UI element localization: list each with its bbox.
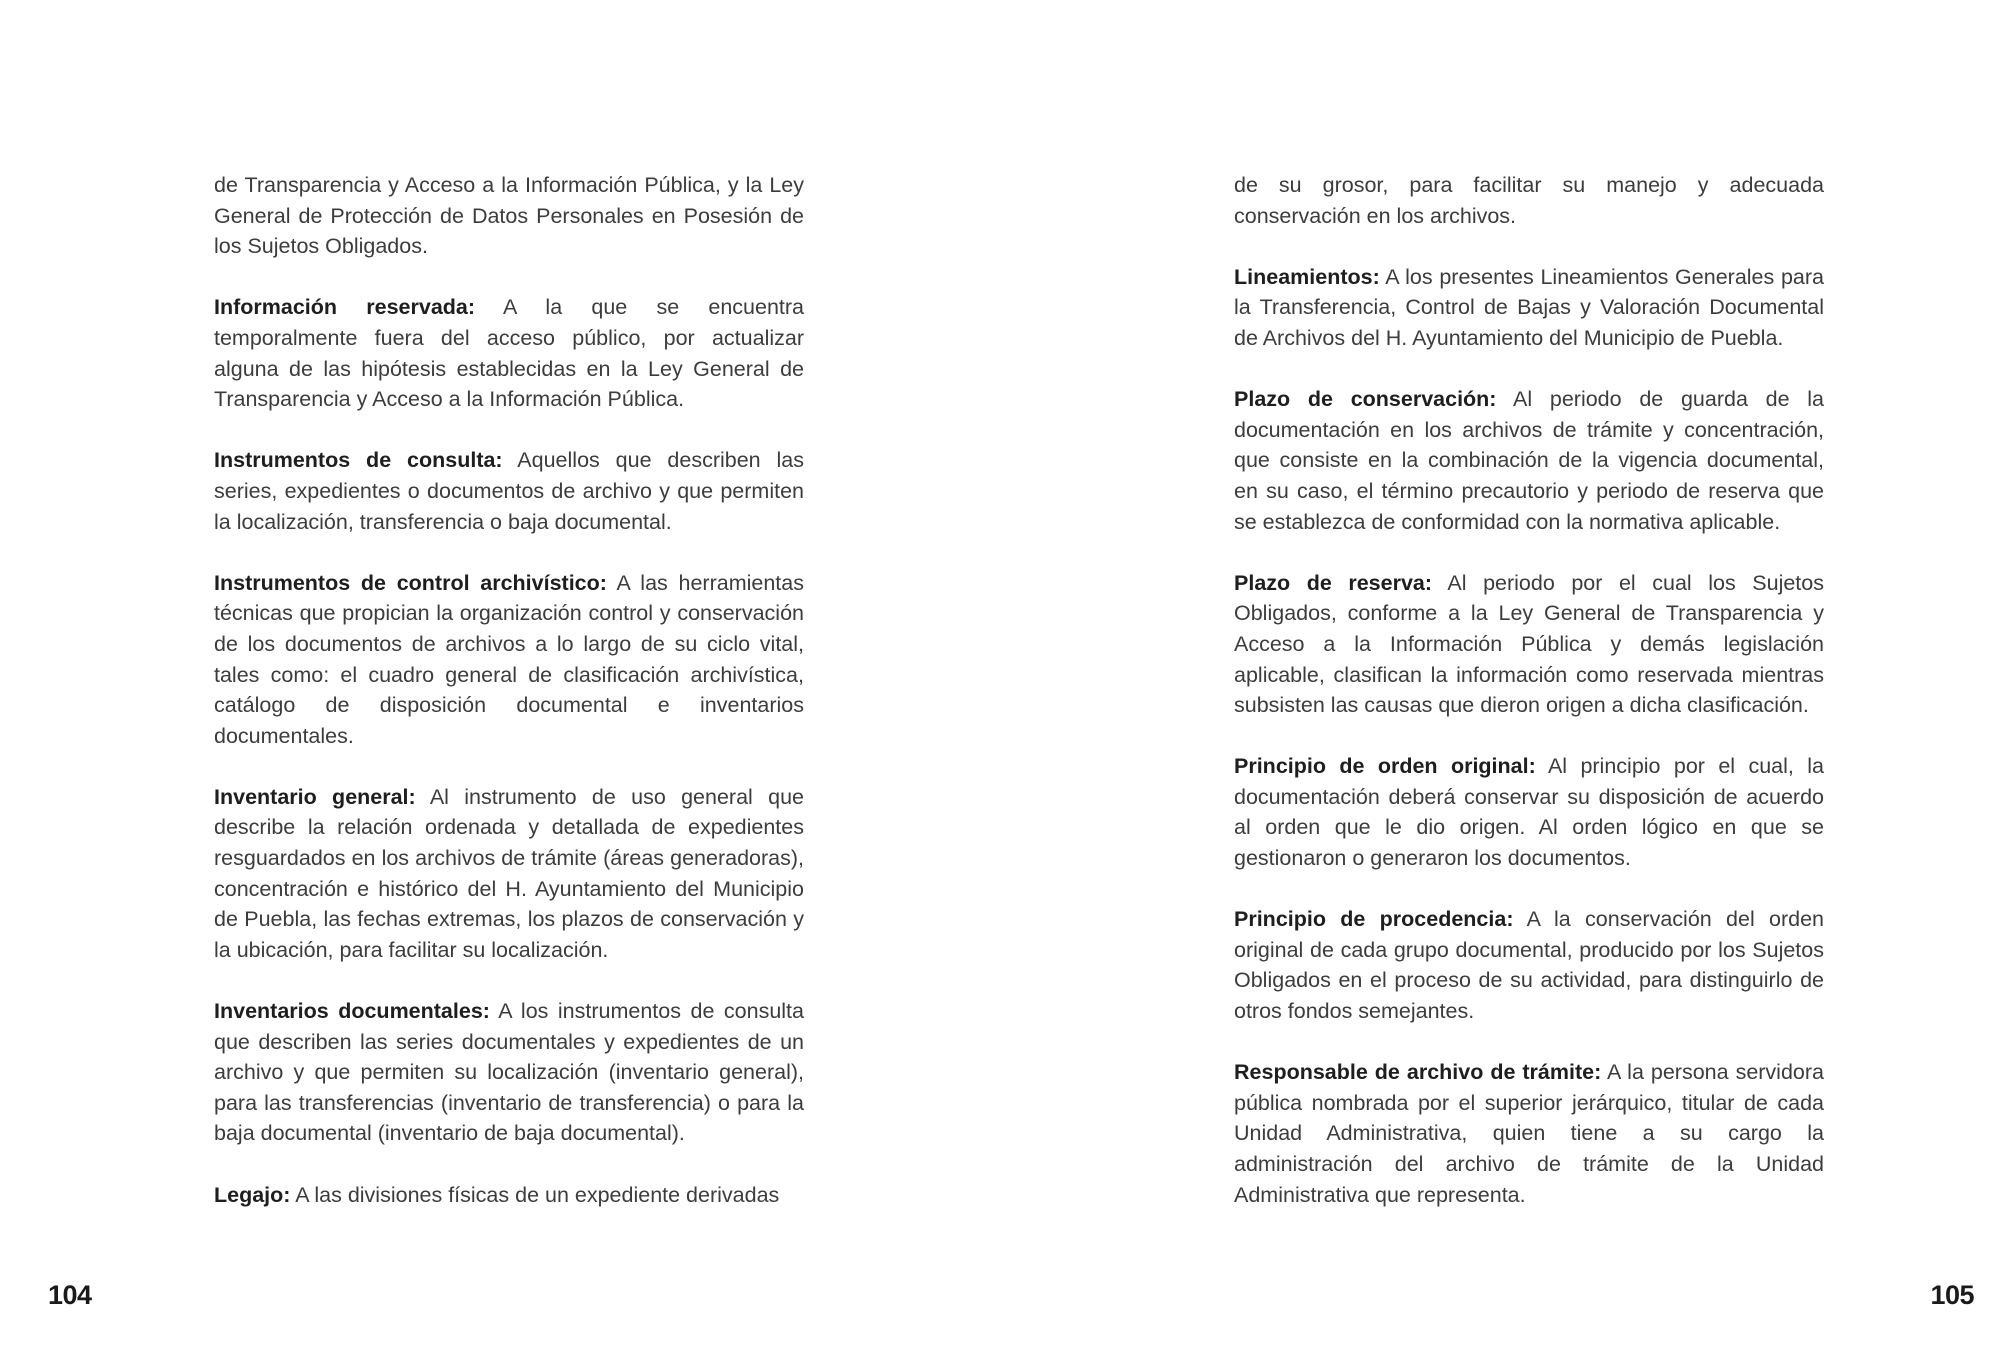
definition: A los instrumentos de consulta que describen las series documentales y expedientes de un archivo y que permiten su localización (inventario general), para las transferencias (inventario de transferencia) o para la baja documental (inventario de baja documental). bbox=[214, 999, 804, 1146]
page-number: 104 bbox=[48, 1280, 92, 1310]
term: Plazo de conservación: bbox=[1234, 387, 1497, 412]
term: Principio de orden original: bbox=[1234, 754, 1536, 779]
left-text-column bbox=[214, 170, 804, 1241]
term: Información reservada: bbox=[214, 295, 476, 320]
term: Principio de procedencia: bbox=[1234, 907, 1514, 932]
definition-plazo-de-conservacion bbox=[1234, 384, 1824, 537]
definition-instrumentos-de-consulta bbox=[214, 445, 804, 537]
paragraph-continuation bbox=[1234, 170, 1824, 231]
definition-instrumentos-de-control bbox=[214, 568, 804, 752]
definition-responsable-de-archivo bbox=[1234, 1057, 1824, 1210]
definition: Al periodo por el cual los Sujetos Obligados, conforme a la Ley General de Transparencia y Acceso a la Información Pública y demás legislación aplicable, clasifican la información como reservada mientras subsisten las causas que dieron origen a dicha clasificación. bbox=[1234, 570, 1824, 718]
definition: A la persona servidora pública nombrada por el superior jerárquico, titular de cada Unidad Administrativa, quien tiene a su cargo la administración del archivo de trámite de la Unidad Administrativa que representa. bbox=[1234, 1060, 1824, 1207]
term: Inventarios documentales: bbox=[214, 999, 490, 1024]
definition: de su grosor, para facilitar su manejo y adecuada conservación en los archivos. bbox=[1234, 173, 1824, 228]
definition-informacion-reservada bbox=[214, 292, 804, 414]
paragraph-continuation bbox=[214, 170, 804, 262]
definition: Al periodo de guarda de la documentación en los archivos de trámite y concentración, que consiste en la combinación de la vigencia documental, en su caso, el término precautorio y periodo de reserva que se establezca de conformidad con la normativa aplicable. bbox=[1234, 387, 1824, 534]
definition: de Transparencia y Acceso a la Información Pública, y la Ley General de Protección de Datos Personales en Posesión de los Sujetos Obligados. bbox=[214, 173, 804, 259]
term: Instrumentos de consulta: bbox=[214, 448, 503, 473]
term: Plazo de reserva: bbox=[1234, 570, 1433, 595]
definition: A la conservación del orden original de cada grupo documental, producido por los Sujetos Obligados en el proceso de su actividad, para distinguirlo de otros fondos semejantes. bbox=[1234, 907, 1824, 1024]
definition-inventarios-documentales bbox=[214, 996, 804, 1149]
term: Legajo: bbox=[214, 1182, 291, 1207]
term: Instrumentos de control archivístico: bbox=[214, 570, 607, 595]
definition-principio-de-orden-original bbox=[1234, 751, 1824, 873]
definition-principio-de-procedencia bbox=[1234, 904, 1824, 1026]
definition: Al instrumento de uso general que describe la relación ordenada y detallada de expedientes resguardados en los archivos de trámite (áreas generadoras), concentración e histórico del H. Ayuntamiento del Municipio de Puebla, las fechas extremas, los plazos de conservación y la ubicación, para facilitar su localización. bbox=[214, 784, 804, 962]
definition: A los presentes Lineamientos Generales para la Transferencia, Control de Bajas y Valoración Documental de Archivos del H. Ayuntamiento del Municipio de Puebla. bbox=[1234, 264, 1824, 350]
definition: A las divisiones físicas de un expediente derivadas bbox=[290, 1182, 780, 1207]
definition: Aquellos que describen las series, expedientes o documentos de archivo y que permiten la localización, transferencia o baja documental. bbox=[214, 448, 804, 534]
term: Responsable de archivo de trámite: bbox=[1234, 1060, 1602, 1085]
definition-plazo-de-reserva bbox=[1234, 568, 1824, 721]
definition: A las herramientas técnicas que propician la organización control y conservación de los documentos de archivos a lo largo de su ciclo vital, tales como: el cuadro general de clasificación archivística, catálogo de disposición documental e inventarios documentales. bbox=[214, 570, 804, 748]
right-page bbox=[1004, 0, 2008, 1359]
right-text-column bbox=[1234, 170, 1824, 1241]
page-number: 105 bbox=[1930, 1280, 1974, 1310]
definition-inventario-general bbox=[214, 782, 804, 966]
term: Inventario general: bbox=[214, 784, 416, 809]
definition: Al principio por el cual, la documentación deberá conservar su disposición de acuerdo al orden que le dio origen. Al orden lógico en que se gestionaron o generaron los documentos. bbox=[1234, 754, 1824, 871]
term: Lineamientos: bbox=[1234, 264, 1380, 289]
definition-legajo bbox=[214, 1180, 804, 1211]
definition-lineamientos bbox=[1234, 262, 1824, 354]
definition: A la que se encuentra temporalmente fuera del acceso público, por actualizar alguna de las hipótesis establecidas en la Ley General de Transparencia y Acceso a la Información Pública. bbox=[214, 295, 805, 412]
